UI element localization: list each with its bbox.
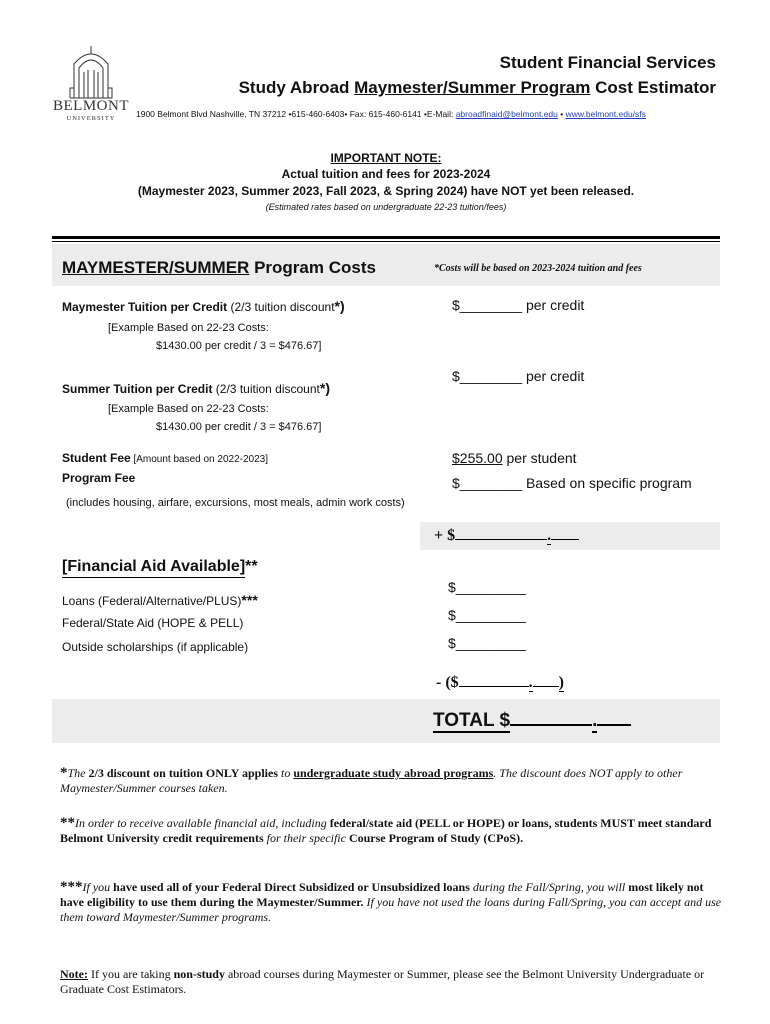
costs-side-note: *Costs will be based on 2023-2024 tuition and fees — [434, 263, 642, 274]
aid-minus-close: ) — [558, 674, 564, 691]
total-blank-1 — [510, 724, 592, 726]
note-line1: Actual tuition and fees for 2023-2024 — [281, 167, 491, 181]
footnote-discount — [60, 766, 720, 796]
maymester-star: *) — [334, 298, 345, 314]
title-post: Cost Estimator — [590, 78, 716, 97]
maymester-detail: (2/3 tuition discount — [227, 300, 335, 314]
footnote-1-d: undergraduate study abroad programs — [293, 766, 494, 780]
total-label: TOTAL $ — [433, 710, 511, 731]
aid-outside-label: Outside scholarships (if applicable) — [62, 640, 249, 654]
aid-subtotal-field[interactable] — [436, 674, 564, 692]
important-note — [52, 150, 720, 214]
summer-star: *) — [319, 380, 330, 396]
footnote-note — [60, 967, 720, 997]
program-fee-note: (includes housing, airfare, excursions, most meals, admin work costs) — [66, 497, 405, 509]
aid-blank-2 — [533, 686, 559, 687]
office-name: Student Financial Services — [499, 53, 716, 72]
footnote-loans — [60, 880, 726, 925]
total-field[interactable] — [433, 710, 631, 732]
footnote-3-e: If you have not used the loans during Fall/Spring, you can accept and use them toward Maymester/Summer programs. — [60, 895, 722, 924]
aid-minus-prefix: - ($ — [436, 674, 459, 691]
note-label: Note: — [60, 967, 88, 981]
footnote-3-a: If you — [82, 880, 114, 894]
student-fee-unit: per student — [502, 450, 577, 466]
note-a: If you are taking — [87, 967, 174, 981]
aid-loans-field[interactable]: $_________ — [448, 579, 526, 595]
logo-wordmark: BELMONT — [53, 98, 129, 114]
summer-tuition-field[interactable]: $________ per credit — [452, 368, 585, 384]
contact-sep: • — [557, 109, 566, 119]
student-fee-amount: $255.00 — [452, 450, 503, 466]
aid-blank-1 — [459, 686, 529, 687]
subtotal-field[interactable] — [434, 527, 579, 545]
student-fee-label — [62, 451, 268, 465]
note-line3: (Estimated rates based on undergraduate 22-23 tuition/fees) — [265, 202, 507, 212]
maymester-tuition-label — [62, 298, 345, 314]
maymester-example-1: [Example Based on 22-23 Costs: — [108, 322, 269, 334]
footnote-1-b: 2/3 discount on tuition ONLY applies — [88, 766, 278, 780]
title-underlined: Maymester/Summer Program — [354, 78, 591, 97]
total-blank-2 — [597, 724, 631, 726]
aid-loans-star: *** — [241, 592, 258, 608]
footnote-aid — [60, 816, 720, 846]
maymester-label: Maymester Tuition per Credit — [62, 300, 228, 314]
belmont-logo — [52, 42, 130, 126]
contact-line — [136, 109, 646, 119]
footnote-2-c: for their specific — [263, 831, 349, 845]
footnote-3-b: have used all of your Federal Direct Subsidized or Unsubsidized loans — [113, 880, 470, 894]
footnote-3-d: most likely not have eligibility to use them during the Maymester/Summer. — [60, 880, 704, 909]
footnote-1-a: The — [67, 766, 89, 780]
aid-state-label: Federal/State Aid (HOPE & PELL) — [62, 616, 244, 630]
subtotal-prefix: + $ — [434, 527, 456, 544]
student-fee-value — [452, 450, 577, 466]
footnote-2-b: federal/state aid (PELL or HOPE) or loans, students MUST meet standard Belmont University credit requirements — [60, 816, 712, 845]
footnote-3-c: during the Fall/Spring, you will — [469, 880, 629, 894]
program-fee-label: Program Fee — [62, 471, 136, 485]
note-b: non-study — [173, 967, 225, 981]
divider-thin — [52, 241, 720, 242]
aid-loans-label — [62, 592, 258, 608]
footnote-1-e: . The discount does NOT apply to other Maymester/Summer courses taken. — [60, 766, 683, 795]
program-fee-field[interactable]: $________ Based on specific program — [452, 475, 692, 491]
costs-title-post: Program Costs — [249, 258, 376, 277]
maymester-example-2: $1430.00 per credit / 3 = $476.67] — [156, 340, 322, 352]
student-fee-title: Student Fee — [62, 451, 131, 465]
footnote-3-star: *** — [60, 879, 83, 895]
aid-state-field[interactable]: $_________ — [448, 607, 526, 623]
footnote-2-star: ** — [60, 815, 75, 831]
subtotal-blank-1 — [455, 539, 547, 540]
summer-tuition-label — [62, 380, 330, 396]
note-c: abroad courses during Maymester or Summer, please see the Belmont University Undergraduate or Graduate Cost Estimators. — [60, 967, 705, 996]
note-heading: IMPORTANT NOTE: — [330, 151, 442, 165]
summer-label: Summer Tuition per Credit — [62, 382, 213, 396]
note-line2: (Maymester 2023, Summer 2023, Fall 2023, & Spring 2024) have NOT yet been released. — [137, 184, 635, 198]
total-dot: . — [592, 710, 598, 731]
contact-address: 1900 Belmont Blvd Nashville, TN 37212 •615-460-6403• Fax: 615-460-6141 •E-Mail: — [136, 109, 456, 119]
page-title — [239, 78, 716, 98]
costs-title-u: MAYMESTER/SUMMER — [62, 258, 250, 277]
aid-minus-dot: . — [528, 674, 533, 691]
footnote-1-c: to — [278, 766, 294, 780]
subtotal-blank-2 — [551, 539, 579, 540]
aid-title — [62, 558, 258, 576]
footnote-1-star: * — [60, 765, 68, 781]
costs-title — [62, 258, 376, 278]
bell-tower-icon — [52, 42, 130, 100]
website-link[interactable]: www.belmont.edu/sfs — [565, 109, 646, 119]
summer-detail: (2/3 tuition discount — [212, 382, 320, 396]
email-link[interactable]: abroadfinaid@belmont.edu — [455, 109, 558, 119]
student-fee-note: [Amount based on 2022-2023] — [130, 454, 268, 465]
footnote-2-d: Course Program of Study (CPoS). — [348, 831, 524, 845]
aid-title-text: [Financial Aid Available] — [62, 558, 245, 578]
maymester-tuition-field[interactable]: $________ per credit — [452, 297, 585, 313]
subtotal-dot: . — [547, 527, 552, 544]
logo-subtitle: UNIVERSITY — [66, 115, 116, 122]
aid-loans: Loans (Federal/Alternative/PLUS) — [62, 594, 242, 608]
title-pre: Study Abroad — [238, 78, 355, 97]
summer-example-1: [Example Based on 22-23 Costs: — [108, 403, 269, 415]
footnote-2-a: In order to receive available financial aid, including — [75, 816, 330, 830]
aid-title-star: ** — [245, 558, 258, 575]
summer-example-2: $1430.00 per credit / 3 = $476.67] — [156, 421, 322, 433]
aid-outside-field[interactable]: $_________ — [448, 635, 526, 651]
divider-thick — [52, 236, 720, 239]
